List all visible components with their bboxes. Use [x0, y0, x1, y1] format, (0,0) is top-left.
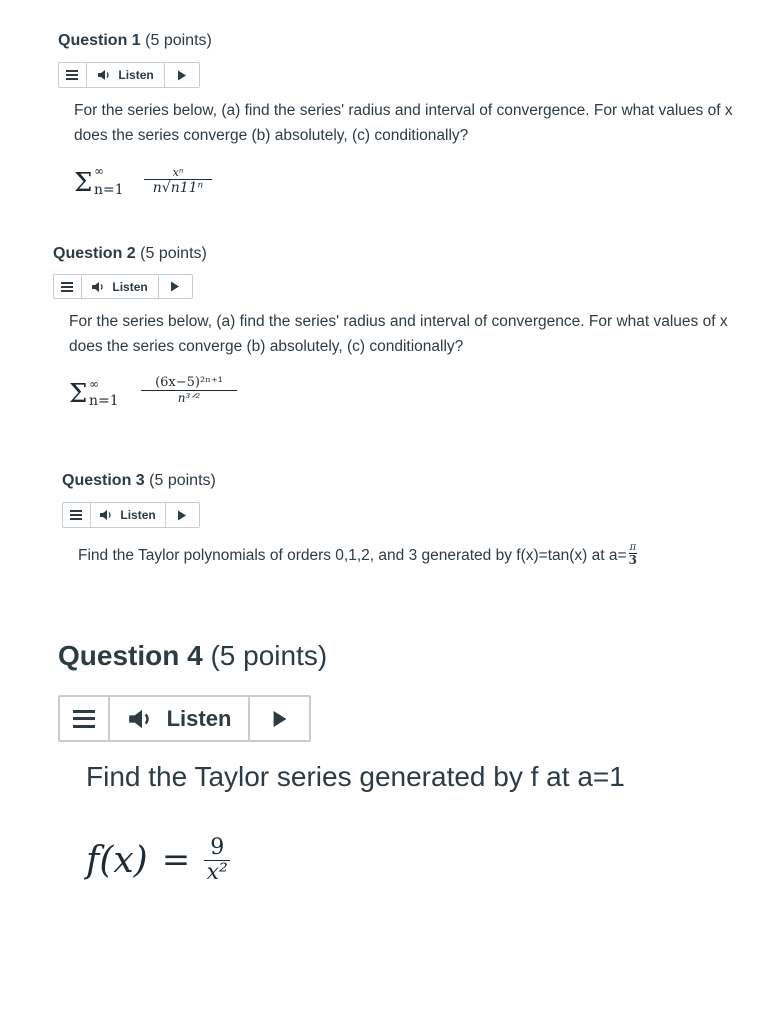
question-text: For the series below, (a) find the series' radius and interval of convergence. For what values of x does the series converge (b) absolutely, (c) conditionally?: [74, 102, 733, 144]
listen-toolbar: [53, 274, 193, 299]
question-text: Find the Taylor series generated by f at a=1: [86, 761, 625, 792]
question-1: Question 1 (5 points) Listen For the series below, (a) find the series' radius and interval of convergence. For what values of x does the series converge (b) absolutely, (c) conditionally? Σ ∞ n=1 xⁿ n√n11ⁿ: [58, 32, 748, 232]
menu-button[interactable]: [63, 503, 91, 527]
question-2: Question 2 (5 points) Listen For the series below, (a) find the series' radius and interval of convergence. For what values of x does the series converge (b) absolutely, (c) conditionally? Σ ∞ n=1 (6x−5)²ⁿ⁺¹ n³ᐟ²: [53, 245, 753, 445]
hamburger-icon: [61, 282, 73, 292]
hamburger-icon: [70, 510, 82, 520]
play-icon: [177, 510, 187, 521]
denominator: n³ᐟ²: [177, 391, 201, 405]
play-icon: [272, 710, 288, 728]
menu-button[interactable]: [59, 63, 87, 87]
hamburger-icon: [73, 710, 95, 728]
play-button[interactable]: [166, 503, 200, 527]
listen-toolbar: [58, 695, 311, 742]
question-text: Find the Taylor polynomials of orders 0,1,2, and 3 generated by f(x)=tan(x) at a= $\frac{\pi}{3}$: [78, 541, 638, 567]
hamburger-icon: [66, 70, 78, 80]
function-formula: f(x) = $\frac{9}{\text{x²}}$: [86, 830, 230, 890]
play-icon: [177, 70, 187, 81]
question-text: For the series below, (a) find the series' radius and interval of convergence. For what values of x does the series converge (b) absolutely, (c) conditionally?: [69, 313, 728, 355]
question-4: [58, 640, 758, 900]
listen-button[interactable]: Listen: [87, 63, 166, 87]
menu-button[interactable]: [54, 275, 82, 298]
play-button[interactable]: [165, 63, 199, 87]
question-title: Question 2 (5 points): [53, 245, 207, 262]
play-icon: [170, 281, 180, 292]
listen-toolbar: [62, 502, 200, 528]
speaker-icon: [97, 69, 113, 81]
fraction: $\frac{9}{\text{x²}}$: [204, 836, 230, 885]
question-title: Question 3 (5 points): [62, 472, 216, 489]
denominator: n√n11ⁿ: [152, 180, 204, 196]
play-button[interactable]: [159, 275, 193, 298]
question-title: Question 1 (5 points): [58, 32, 212, 49]
listen-button[interactable]: Listen: [91, 503, 166, 527]
speaker-icon: [91, 281, 107, 293]
question-3: [62, 472, 762, 582]
fraction: $\frac{\pi}{3}$: [628, 541, 638, 567]
question-title: Question 4 (5 points): [58, 640, 328, 671]
speaker-icon: [127, 708, 157, 730]
play-button[interactable]: [250, 697, 309, 740]
listen-button[interactable]: Listen: [110, 697, 250, 740]
numerator: (6x−5)²ⁿ⁺¹: [141, 375, 237, 391]
menu-button[interactable]: [60, 697, 110, 740]
listen-button[interactable]: Listen: [82, 275, 159, 298]
listen-toolbar: [58, 62, 200, 88]
speaker-icon: [99, 509, 115, 521]
numerator: xⁿ: [144, 166, 212, 180]
